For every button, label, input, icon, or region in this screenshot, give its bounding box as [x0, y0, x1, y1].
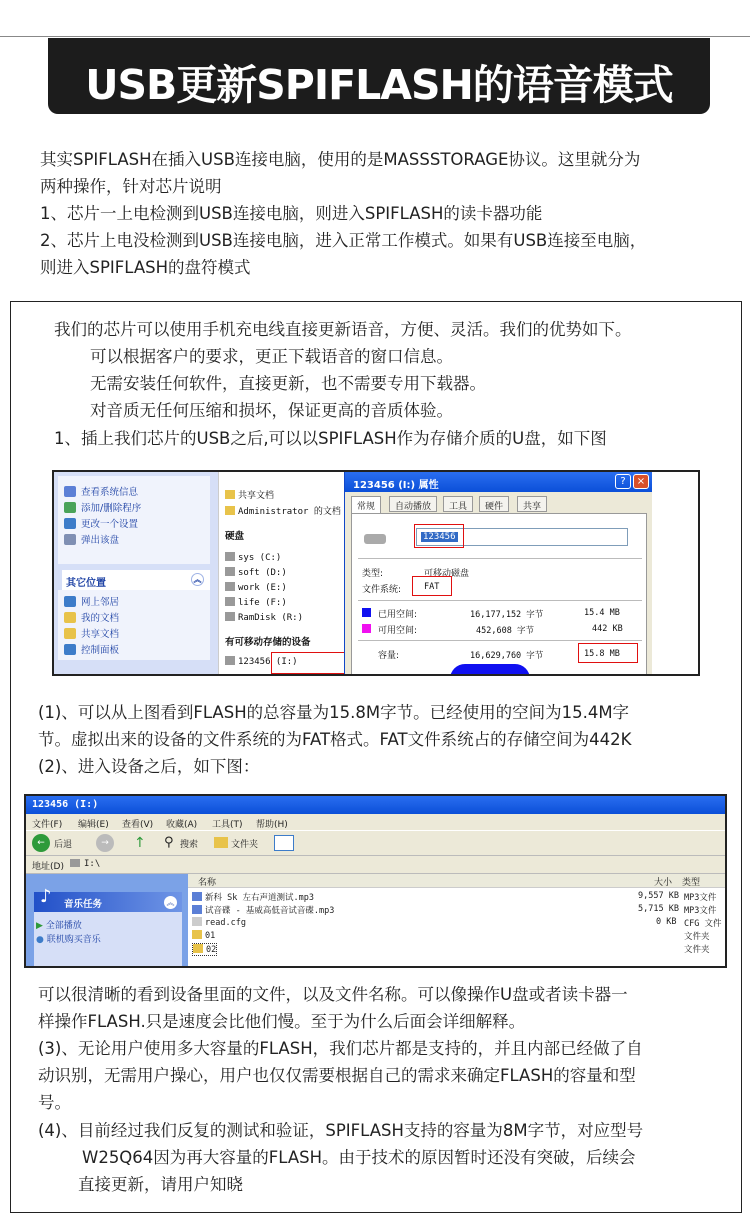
- free-color-swatch: [362, 624, 371, 633]
- advantage-2: 无需安装任何软件，直接更新，也不需要专用下载器。: [90, 374, 486, 393]
- used-bytes: 16,177,152 字节: [470, 610, 544, 620]
- intro-line: 2、芯片上电没检测到USB连接电脑，进入正常工作模式。如果有USB连接至电脑，: [40, 231, 647, 250]
- support-limit-1: (4)、目前经过我们反复的测试和验证，SPIFLASH支持的容量为8M字节，对应型号: [38, 1121, 644, 1140]
- file-row-type: MP3文件: [684, 893, 717, 903]
- tab-sharing[interactable]: 共享: [517, 496, 547, 512]
- general-pane: [351, 513, 647, 676]
- highlight-box: [412, 576, 452, 596]
- advantage-intro: 我们的芯片可以使用手机充电线直接更新语音，方便、灵活。我们的优势如下。: [54, 320, 632, 339]
- add-remove-icon: [64, 502, 76, 513]
- usage-pie: [450, 664, 530, 676]
- place-network[interactable]: 网上邻居: [64, 594, 119, 608]
- task-play-all[interactable]: ▶ 全部播放: [36, 921, 82, 931]
- drive-d[interactable]: soft (D:): [225, 567, 287, 578]
- drive-c[interactable]: sys (C:): [225, 552, 281, 563]
- type-value: 可移动磁盘: [424, 569, 470, 579]
- forward-arrow-icon[interactable]: →: [96, 834, 114, 852]
- hard-disk-header: 硬盘: [225, 531, 245, 542]
- file-row-type: MP3文件: [684, 906, 717, 916]
- address-value[interactable]: I:\: [84, 859, 101, 869]
- explorer-folder-screenshot: [24, 794, 727, 968]
- drive-i[interactable]: 123456 (I:): [225, 656, 298, 667]
- intro-text: [40, 146, 730, 281]
- removable-header: 有可移动存储的设备: [225, 637, 311, 648]
- control-panel-icon: [64, 644, 76, 655]
- drive-properties-screenshot: [52, 470, 700, 676]
- views-icon[interactable]: [274, 835, 294, 851]
- search-icon[interactable]: ⚲: [164, 835, 174, 850]
- drive-f[interactable]: life (F:): [225, 597, 287, 608]
- used-label: 已用空间:: [378, 610, 418, 620]
- up-folder-icon[interactable]: ↑: [134, 835, 146, 851]
- col-size[interactable]: 大小: [654, 878, 673, 888]
- top-divider: [0, 36, 750, 37]
- file-row-name[interactable]: 01: [192, 930, 215, 941]
- title-banner: [48, 38, 710, 114]
- dialog-titlebar: 123456 (I:) 属性: [345, 472, 653, 492]
- capacity-note-1: (1)、可以从上图看到FLASH的总容量为15.8M字节。已经使用的空间为15.4M字: [38, 703, 630, 722]
- support-limit-2: W25Q64因为再大容量的FLASH。由于技术的原因暂时还没有突破，后续会: [82, 1148, 636, 1167]
- search-button[interactable]: 搜索: [180, 840, 199, 850]
- volume-name-field[interactable]: 123456: [416, 528, 628, 546]
- cfg-file-icon: [192, 917, 202, 926]
- mp3-file-icon: [192, 905, 202, 914]
- properties-dialog: [344, 472, 652, 676]
- screenshot-margin: [652, 472, 700, 676]
- menu-edit[interactable]: 编辑(E): [78, 820, 109, 830]
- intro-line: 其实SPIFLASH在插入USB连接电脑，使用的是MASSSTORAGE协议。这里就分为: [40, 150, 641, 169]
- highlight-box: [578, 643, 638, 663]
- col-type[interactable]: 类型: [682, 878, 701, 888]
- music-task-pane: [26, 874, 188, 968]
- intro-line: 1、芯片一上电检测到USB连接电脑，则进入SPIFLASH的读卡器功能: [40, 204, 543, 223]
- drive-icon: [225, 582, 235, 591]
- support-limit-3: 直接更新，请用户知晓: [78, 1175, 243, 1194]
- free-label: 可用空间:: [378, 626, 418, 636]
- explorer-task-pane: [54, 472, 218, 676]
- tab-tools[interactable]: 工具: [443, 496, 473, 512]
- step-2: (2)、进入设备之后，如下图：: [38, 757, 260, 776]
- capacity-support-1: (3)、无论用户使用多大容量的FLASH，我们芯片都是支持的，并且内部已经做了自: [38, 1039, 643, 1058]
- menu-file[interactable]: 文件(F): [32, 820, 63, 830]
- highlight-box: [414, 524, 464, 548]
- folder-icon: [225, 506, 235, 515]
- file-row-size: 5,715 KB: [638, 904, 679, 914]
- intro-line: 则进入SPIFLASH的盘符模式: [40, 258, 251, 277]
- file-row-type: 文件夹: [684, 932, 710, 942]
- type-label: 类型:: [362, 569, 384, 579]
- close-icon[interactable]: ×: [633, 474, 649, 489]
- divider: [358, 558, 642, 559]
- divider: [358, 640, 642, 641]
- folder-icon: [192, 930, 202, 939]
- music-note-icon: ♪: [40, 886, 52, 907]
- place-control-panel[interactable]: 控制面板: [64, 642, 119, 656]
- system-info-icon: [64, 486, 76, 497]
- folder-icon: [64, 612, 76, 623]
- folders-button[interactable]: 文件夹: [231, 840, 259, 850]
- drive-icon: [70, 859, 80, 867]
- drive-icon: [225, 552, 235, 561]
- advantage-3: 对音质无任何压缩和损坏，保证更高的音质体验。: [90, 401, 453, 420]
- settings-icon: [64, 518, 76, 529]
- network-icon: [64, 596, 76, 607]
- menu-tools[interactable]: 工具(T): [212, 820, 243, 830]
- folder-icon: [225, 490, 235, 499]
- admin-docs-item[interactable]: Administrator 的文档: [225, 504, 341, 517]
- other-places-header[interactable]: 其它位置 ︽: [62, 570, 210, 590]
- shared-docs-item[interactable]: 共享文档: [225, 488, 274, 501]
- fs-label: 文件系统:: [362, 585, 402, 595]
- drive-r[interactable]: RamDisk (R:): [225, 612, 303, 623]
- capacity-mb: 15.8 MB: [584, 649, 620, 659]
- file-row-name[interactable]: 试音碟 - 基威高低音试音碟.mp3: [192, 904, 334, 916]
- mp3-file-icon: [192, 892, 202, 901]
- files-note-2: 样操作FLASH.只是速度会比他们慢。至于为什么后面会详细解释。: [38, 1012, 526, 1031]
- address-bar: [26, 856, 725, 874]
- place-my-documents[interactable]: 我的文档: [64, 610, 119, 624]
- toolbar: [26, 830, 725, 856]
- collapse-chevron-icon[interactable]: ︽: [191, 573, 204, 586]
- capacity-note-2: 节。虚拟出来的设备的文件系统的为FAT格式。FAT文件系统占的存储空间为442K: [38, 730, 632, 749]
- capacity-label: 容量:: [378, 651, 400, 661]
- page-title: USB更新SPIFLASH的语音模式: [85, 61, 673, 109]
- free-bytes: 452,608 字节: [476, 626, 534, 636]
- fs-value: FAT: [424, 582, 440, 592]
- menu-view[interactable]: 查看(V): [122, 820, 154, 830]
- removable-drive-icon: [364, 534, 386, 544]
- play-icon: ▶: [36, 921, 46, 931]
- eject-icon: [64, 534, 76, 545]
- place-shared-documents[interactable]: 共享文档: [64, 626, 119, 640]
- help-icon[interactable]: ?: [615, 474, 631, 489]
- file-list-header: [188, 874, 725, 888]
- intro-line: 两种操作，针对芯片说明: [40, 177, 222, 196]
- drive-e[interactable]: work (E:): [225, 582, 287, 593]
- file-row-name[interactable]: read.cfg: [192, 917, 246, 928]
- menu-favorites[interactable]: 收藏(A): [166, 820, 198, 830]
- back-button[interactable]: 后退: [54, 840, 73, 850]
- divider: [358, 600, 642, 601]
- tab-general[interactable]: 常规: [351, 496, 381, 514]
- file-row-name[interactable]: 新科 Sk 左右声道测试.mp3: [192, 891, 314, 903]
- folder-icon: [193, 944, 203, 953]
- col-name[interactable]: 名称: [198, 878, 217, 888]
- capacity-support-2: 动识别，无需用户操心，用户也仅仅需要根据自己的需求来确定FLASH的容量和型: [38, 1066, 636, 1085]
- menu-bar: [26, 814, 725, 830]
- used-mb: 15.4 MB: [584, 608, 620, 618]
- address-label: 地址(D): [32, 862, 64, 872]
- file-row-type: CFG 文件: [684, 919, 722, 929]
- globe-icon: ●: [36, 935, 47, 945]
- capacity-support-3: 号。: [38, 1093, 71, 1112]
- tab-autoplay[interactable]: 自动播放: [389, 496, 437, 512]
- drive-list: [218, 472, 344, 676]
- window-titlebar: 123456 (I:): [26, 796, 725, 814]
- back-arrow-icon[interactable]: ←: [32, 834, 50, 852]
- capacity-bytes: 16,629,760 字节: [470, 651, 544, 661]
- music-tasks-header[interactable]: 音乐任务: [34, 892, 182, 912]
- task-system-info[interactable]: 查看系统信息: [64, 484, 138, 498]
- task-add-remove[interactable]: 添加/删除程序: [64, 500, 141, 514]
- folder-icon: [64, 628, 76, 639]
- step-1: 1、插上我们芯片的USB之后,可以以SPIFLASH作为存储介质的U盘，如下图: [54, 429, 607, 448]
- files-note-1: 可以很清晰的看到设备里面的文件，以及文件名称。可以像操作U盘或者读卡器一: [38, 985, 628, 1004]
- collapse-chevron-icon[interactable]: ︽: [164, 896, 177, 909]
- task-eject[interactable]: 弹出该盘: [64, 532, 119, 546]
- tab-hardware[interactable]: 硬件: [479, 496, 509, 512]
- drive-icon: [225, 656, 235, 665]
- file-row-size: 0 KB: [656, 917, 677, 927]
- file-row-type: 文件夹: [684, 945, 710, 955]
- task-buy-music[interactable]: ● 联机购买音乐: [36, 935, 101, 945]
- file-list: [188, 874, 725, 968]
- free-kb: 442 KB: [592, 624, 623, 634]
- drive-icon: [225, 567, 235, 576]
- file-row-size: 9,557 KB: [638, 891, 679, 901]
- file-row-name[interactable]: 02: [192, 943, 217, 956]
- folder-icon: [214, 837, 228, 848]
- advantage-1: 可以根据客户的要求，更正下载语音的窗口信息。: [90, 347, 453, 366]
- used-color-swatch: [362, 608, 371, 617]
- menu-help[interactable]: 帮助(H): [256, 820, 288, 830]
- task-change-setting[interactable]: 更改一个设置: [64, 516, 138, 530]
- drive-icon: [225, 612, 235, 621]
- drive-icon: [225, 597, 235, 606]
